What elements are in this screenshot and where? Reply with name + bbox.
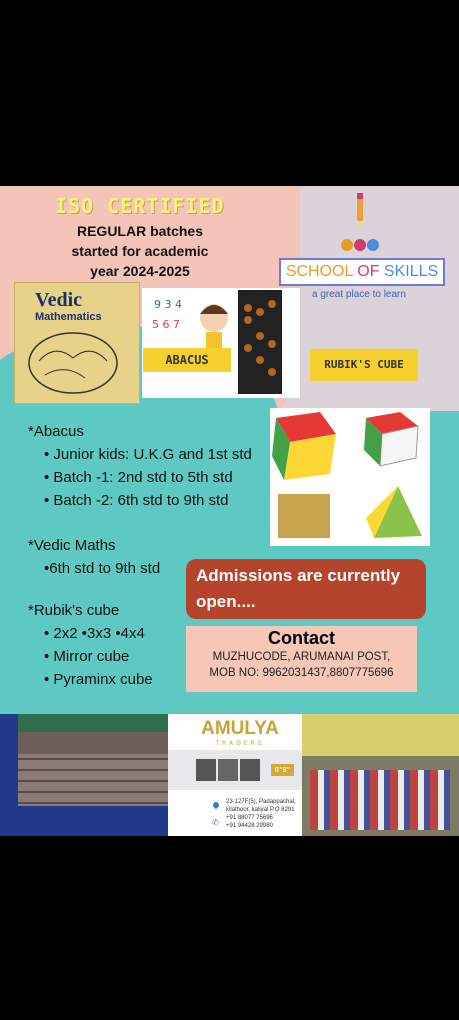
abacus-image (142, 288, 300, 398)
admissions-line-1: Admissions are currently (196, 566, 401, 585)
admissions-banner (186, 559, 426, 619)
students-photo (302, 714, 459, 836)
list-item-text: Pyraminx cube (53, 671, 153, 688)
contact-box (186, 626, 417, 692)
abacus-course-list (28, 420, 252, 512)
admissions-line-2: open.... (196, 592, 256, 611)
abacus-illustration-icon (142, 288, 300, 398)
svg-text:9 3 4: 9 3 4 (154, 298, 182, 311)
list-item-text: Batch -2: 6th std to 9th std (53, 492, 229, 509)
abacus-heading: *Abacus (28, 423, 84, 440)
rubik-heading: *Rubik's cube (28, 602, 120, 619)
contact-phone: MOB NO: 9962031437,8807775696 (209, 667, 394, 679)
list-item: • Batch -1: 2nd std to 5th std (44, 469, 233, 486)
list-item: • Pyraminx cube (44, 671, 153, 688)
vedic-mathematics-image (14, 282, 140, 404)
regular-line-3: year 2024-2025 (90, 263, 190, 279)
amulya-brand-sub: TRADERS (215, 740, 265, 747)
vedic-heading: *Vedic Maths (28, 537, 116, 554)
ad-banner (0, 714, 459, 836)
list-item: • 2x2 •3x3 •4x4 (44, 625, 145, 642)
location-pin-icon (212, 801, 220, 809)
ad-bottom-stripe (0, 806, 168, 836)
list-item: • Batch -2: 6th std to 9th std (44, 492, 229, 509)
ad-phone-2: +91 94428 29980 (226, 823, 273, 829)
list-item: •6th std to 9th std (44, 560, 161, 577)
list-item-text: 2x2 •3x3 •4x4 (53, 625, 145, 642)
rubiks-cube-tag: RUBIK'S CUBE (310, 349, 418, 381)
brain-doodle-icon (15, 283, 139, 403)
tagline: a great place to learn (312, 289, 406, 300)
vedic-subtitle: Mathematics (35, 311, 102, 323)
amulya-brand (200, 718, 280, 747)
amulya-brand-text: AMULYA (201, 718, 279, 739)
list-item: • Mirror cube (44, 648, 130, 665)
abacus-tag: ABACUS (143, 348, 231, 372)
hollow-blocks-icon (194, 755, 264, 785)
logo-word-of: OF (357, 263, 380, 280)
list-item-text: Junior kids: U.K.G and 1st std (53, 446, 252, 463)
regular-batches-text (55, 221, 225, 281)
svg-text:5 6 7: 5 6 7 (152, 318, 180, 331)
contact-address: MUZHUCODE, ARUMANAI POST, (212, 651, 391, 663)
block-size-badge: 6"8" (271, 764, 294, 776)
ad-address-line-1: 23-127F(5), Padappachal, (226, 799, 296, 805)
ad-address (226, 798, 296, 830)
school-of-skills-logo-text (279, 258, 445, 286)
vedic-title: Vedic (35, 289, 83, 311)
regular-line-1: REGULAR batches (76, 223, 204, 239)
vedic-course-list (28, 534, 160, 580)
list-item: • Junior kids: U.K.G and 1st std (44, 446, 252, 463)
contact-title: Contact (268, 628, 335, 648)
iso-certified-heading: ISO CERTIFIED (55, 194, 225, 218)
ad-address-line-2: kilathoor, kaliyal P.O 6291 (226, 807, 295, 813)
rubiks-cube-icon (270, 408, 430, 546)
regular-line-2: started for academic (71, 243, 209, 259)
poster (0, 186, 459, 714)
phone-icon: ✆ (212, 818, 219, 827)
ad-grey-band (168, 750, 302, 790)
ad-phone-1: +91 88077 75696 (226, 815, 273, 821)
list-item-text: Mirror cube (53, 648, 130, 665)
logo-word-school: SCHOOL (285, 263, 353, 280)
pencil-logo-icon (335, 191, 385, 256)
list-item-text: Batch -1: 2nd std to 5th std (53, 469, 233, 486)
rubik-course-list (28, 599, 153, 691)
rubiks-cubes-image (270, 408, 430, 546)
logo-word-skills: SKILLS (383, 263, 439, 280)
ad-left-stripe (0, 714, 18, 806)
